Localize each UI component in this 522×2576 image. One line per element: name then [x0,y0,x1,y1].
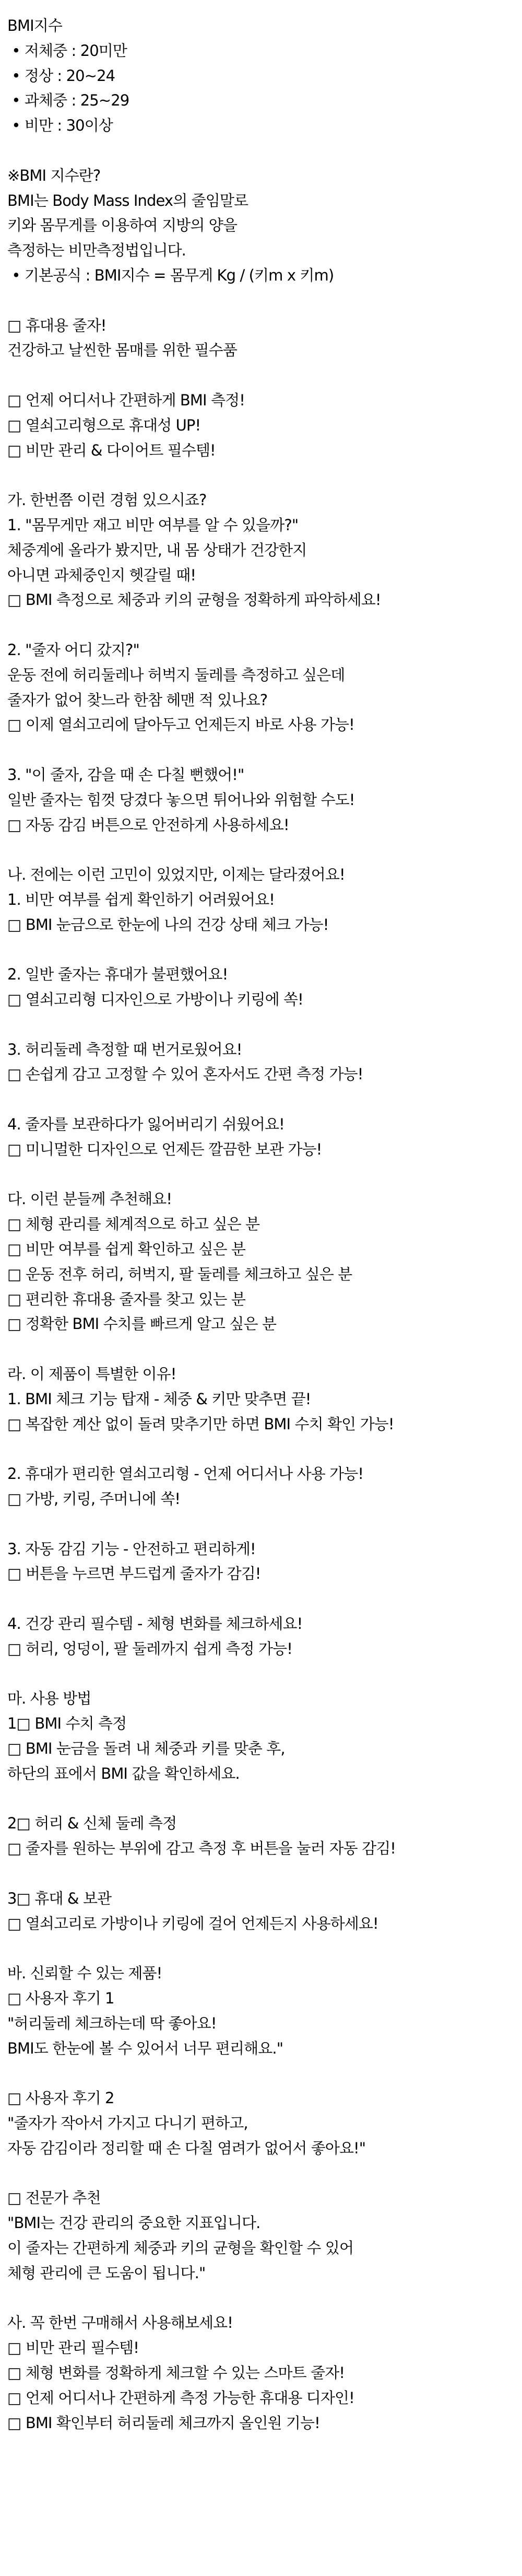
text-block [7,1187,515,1337]
paragraph-gap [7,937,515,962]
text-line: 3. 허리둘레 측정할 때 번거로웠어요! [7,1040,242,1058]
paragraph-gap [7,2161,515,2186]
paragraph-gap [7,138,515,164]
text-line: BMI도 한눈에 볼 수 있어서 너무 편리해요." [7,2039,283,2057]
text-line: BMI지수 [7,17,62,34]
text-block [7,763,515,837]
text-line: □ 자동 감김 버튼으로 안전하게 사용하세요! [7,815,289,834]
paragraph-gap [7,1087,515,1112]
paragraph-gap [7,1437,515,1462]
paragraph-gap [7,463,515,488]
paragraph-gap [7,1936,515,1961]
text-block [7,388,515,463]
text-line: 3□ 휴대 & 보관 [7,1889,112,1907]
text-block [7,14,515,138]
text-line: □ 운동 전후 허리, 허벅지, 팔 둘레를 체크하고 싶은 분 [7,1265,352,1283]
text-line: 일반 줄자는 힘껏 당겼다 놓으면 튀어나와 위험할 수도! [7,790,355,809]
text-line: □ 정확한 BMI 수치를 빠르게 알고 싶은 분 [7,1315,277,1333]
text-line: • 정상 : 20~24 [7,66,115,85]
paragraph-gap [7,2061,515,2086]
text-line: 1□ BMI 수치 측정 [7,1715,127,1733]
paragraph-gap [7,837,515,862]
text-line: 1. BMI 체크 기능 탑재 - 체중 & 키만 맞추면 끝! [7,1390,311,1408]
paragraph-gap [7,1337,515,1362]
text-line: □ 전문가 추천 [7,2189,101,2207]
text-line: □ 손쉽게 감고 고정할 수 있어 혼자서도 간편 측정 가능! [7,1065,363,1083]
text-block [7,638,515,738]
text-line: 자동 감김이라 정리할 때 손 다칠 염려가 없어서 좋아요!" [7,2139,366,2157]
text-line: □ 비만 관리 필수템! [7,2339,139,2357]
text-line: □ 언제 어디서나 간편하게 BMI 측정! [7,391,245,409]
text-line: 2. 일반 줄자는 휴대가 불편했어요! [7,965,228,984]
text-block [7,1811,515,1861]
text-line: 키와 몸무게를 이용하여 지방의 양을 [7,216,237,235]
text-line: 건강하고 날씬한 몸매를 위한 필수품 [7,341,237,359]
text-line: □ 열쇠고리형 디자인으로 가방이나 키링에 쏙! [7,990,303,1009]
text-block [7,2086,515,2161]
text-line: 줄자가 없어 찾느라 한참 헤맨 적 있나요? [7,691,268,709]
paragraph-gap [7,1787,515,1812]
paragraph-gap [7,1861,515,1886]
text-line: 마. 사용 방법 [7,1689,91,1708]
text-line: □ BMI 눈금으로 한눈에 나의 건강 상태 체크 가능! [7,915,329,934]
text-block [7,1886,515,1937]
paragraph-gap [7,1512,515,1537]
text-block [7,1462,515,1512]
text-line: □ 열쇠고리형으로 휴대성 UP! [7,416,201,434]
text-line: □ 체형 관리를 체계적으로 하고 싶은 분 [7,1215,260,1233]
text-line: □ 이제 열쇠고리에 달아두고 언제든지 바로 사용 가능! [7,716,354,734]
text-line: ※BMI 지수란? [7,166,101,184]
text-line: □ 편리한 휴대용 줄자를 찾고 있는 분 [7,1290,246,1308]
text-line: 사. 꼭 한번 구매해서 사용해보세요! [7,2314,233,2332]
paragraph-gap [7,1162,515,1187]
text-line: 다. 이런 분들께 추천해요! [7,1190,172,1208]
text-line: • 과체중 : 25~29 [7,91,129,110]
text-line: 운동 전에 허리둘레나 허벅지 둘레를 측정하고 싶은데 [7,666,345,684]
text-block [7,1362,515,1437]
text-line: □ BMI 눈금을 돌려 내 체중과 키를 맞춘 후, [7,1739,285,1757]
text-line: □ 언제 어디서나 간편하게 측정 가능한 휴대용 디자인! [7,2388,354,2407]
paragraph-gap [7,613,515,638]
text-line: □ 비만 여부를 쉽게 확인하고 싶은 분 [7,1240,246,1258]
text-line: □ 체형 변화를 정확하게 체크할 수 있는 스마트 줄자! [7,2363,345,2382]
text-line: 하단의 표에서 BMI 값을 확인하세요. [7,1764,240,1782]
text-line: 아니면 과체중인지 헷갈릴 때! [7,566,196,584]
text-block [7,1112,515,1162]
text-line: 이 줄자는 간편하게 체중과 키의 균형을 확인할 수 있어 [7,2239,354,2257]
text-block [7,1961,515,2061]
text-line: □ BMI 측정으로 체중과 키의 균형을 정확하게 파악하세요! [7,591,381,609]
text-line: 1. "몸무게만 재고 비만 여부를 알 수 있을까?" [7,516,299,534]
text-block [7,2311,515,2435]
text-block [7,1537,515,1587]
text-line: 2. 휴대가 편리한 열쇠고리형 - 언제 어디서나 사용 가능! [7,1465,364,1483]
text-line: "BMI는 건강 관리의 중요한 지표입니다. [7,2214,260,2232]
text-block [7,1686,515,1786]
paragraph-gap [7,1662,515,1687]
text-line: 4. 건강 관리 필수템 - 체형 변화를 체크하세요! [7,1615,303,1633]
paragraph-gap [7,1587,515,1612]
text-line: □ 비만 관리 & 다이어트 필수템! [7,441,216,459]
product-description-document [7,14,515,2435]
paragraph-gap [7,1012,515,1038]
text-block [7,962,515,1012]
text-line: 1. 비만 여부를 쉽게 확인하기 어려웠어요! [7,890,275,908]
text-line: 바. 신뢰할 수 있는 제품! [7,1964,162,1983]
text-line: 나. 전에는 이런 고민이 있었지만, 이제는 달라졌어요! [7,866,345,884]
text-line: • 기본공식 : BMI지수 = 몸무게 Kg / (키m x 키m) [7,266,334,284]
text-line: 4. 줄자를 보관하다가 잃어버리기 쉬웠어요! [7,1115,284,1134]
text-line: 3. "이 줄자, 감을 때 손 다칠 뻔했어!" [7,765,244,784]
text-line: • 비만 : 30이상 [7,116,113,135]
text-line: 3. 자동 감김 기능 - 안전하고 편리하게! [7,1540,256,1558]
text-line: "허리둘레 체크하는데 딱 좋아요! [7,2014,217,2032]
text-line: □ 허리, 엉덩이, 팔 둘레까지 쉽게 측정 가능! [7,1639,292,1658]
text-line: 체중계에 올라가 봤지만, 내 몸 상태가 건강한지 [7,541,307,559]
text-line: □ 열쇠고리로 가방이나 키링에 걸어 언제든지 사용하세요! [7,1914,378,1932]
text-block [7,2186,515,2286]
text-line: □ 휴대용 줄자! [7,316,106,334]
text-line: □ 사용자 후기 1 [7,1989,114,2007]
text-line: 측정하는 비만측정법입니다. [7,241,186,260]
text-line: 라. 이 제품이 특별한 이유! [7,1365,176,1383]
text-line: □ 복잡한 계산 없이 돌려 맞추기만 하면 BMI 수치 확인 가능! [7,1415,394,1433]
text-line: BMI는 Body Mass Index의 줄임말로 [7,191,248,209]
paragraph-gap [7,2286,515,2311]
text-block [7,1038,515,1088]
text-block [7,164,515,288]
text-block [7,488,515,613]
text-line: □ 가방, 키링, 주머니에 쏙! [7,1490,181,1508]
text-line: □ 미니멀한 디자인으로 언제든 깔끔한 보관 가능! [7,1140,322,1158]
text-line: □ 버튼을 누르면 부드럽게 줄자가 감김! [7,1565,261,1583]
text-line: 2. "줄자 어디 갔지?" [7,640,139,659]
text-line: □ 줄자를 원하는 부위에 감고 측정 후 버튼을 눌러 자동 감김! [7,1839,396,1858]
text-line: 가. 한번쯤 이런 경험 있으시죠? [7,491,207,509]
text-line: • 저체중 : 20미만 [7,41,127,60]
text-block [7,313,515,364]
text-line: □ 사용자 후기 2 [7,2089,114,2107]
text-line: "줄자가 작아서 가지고 다니기 편하고, [7,2114,248,2132]
text-line: 체형 관리에 큰 도움이 됩니다." [7,2264,206,2282]
text-block [7,862,515,937]
paragraph-gap [7,363,515,388]
paragraph-gap [7,738,515,763]
text-line: 2□ 허리 & 신체 둘레 측정 [7,1814,177,1833]
paragraph-gap [7,288,515,313]
text-line: □ BMI 확인부터 허리둘레 체크까지 올인원 기능! [7,2414,320,2432]
text-block [7,1612,515,1662]
